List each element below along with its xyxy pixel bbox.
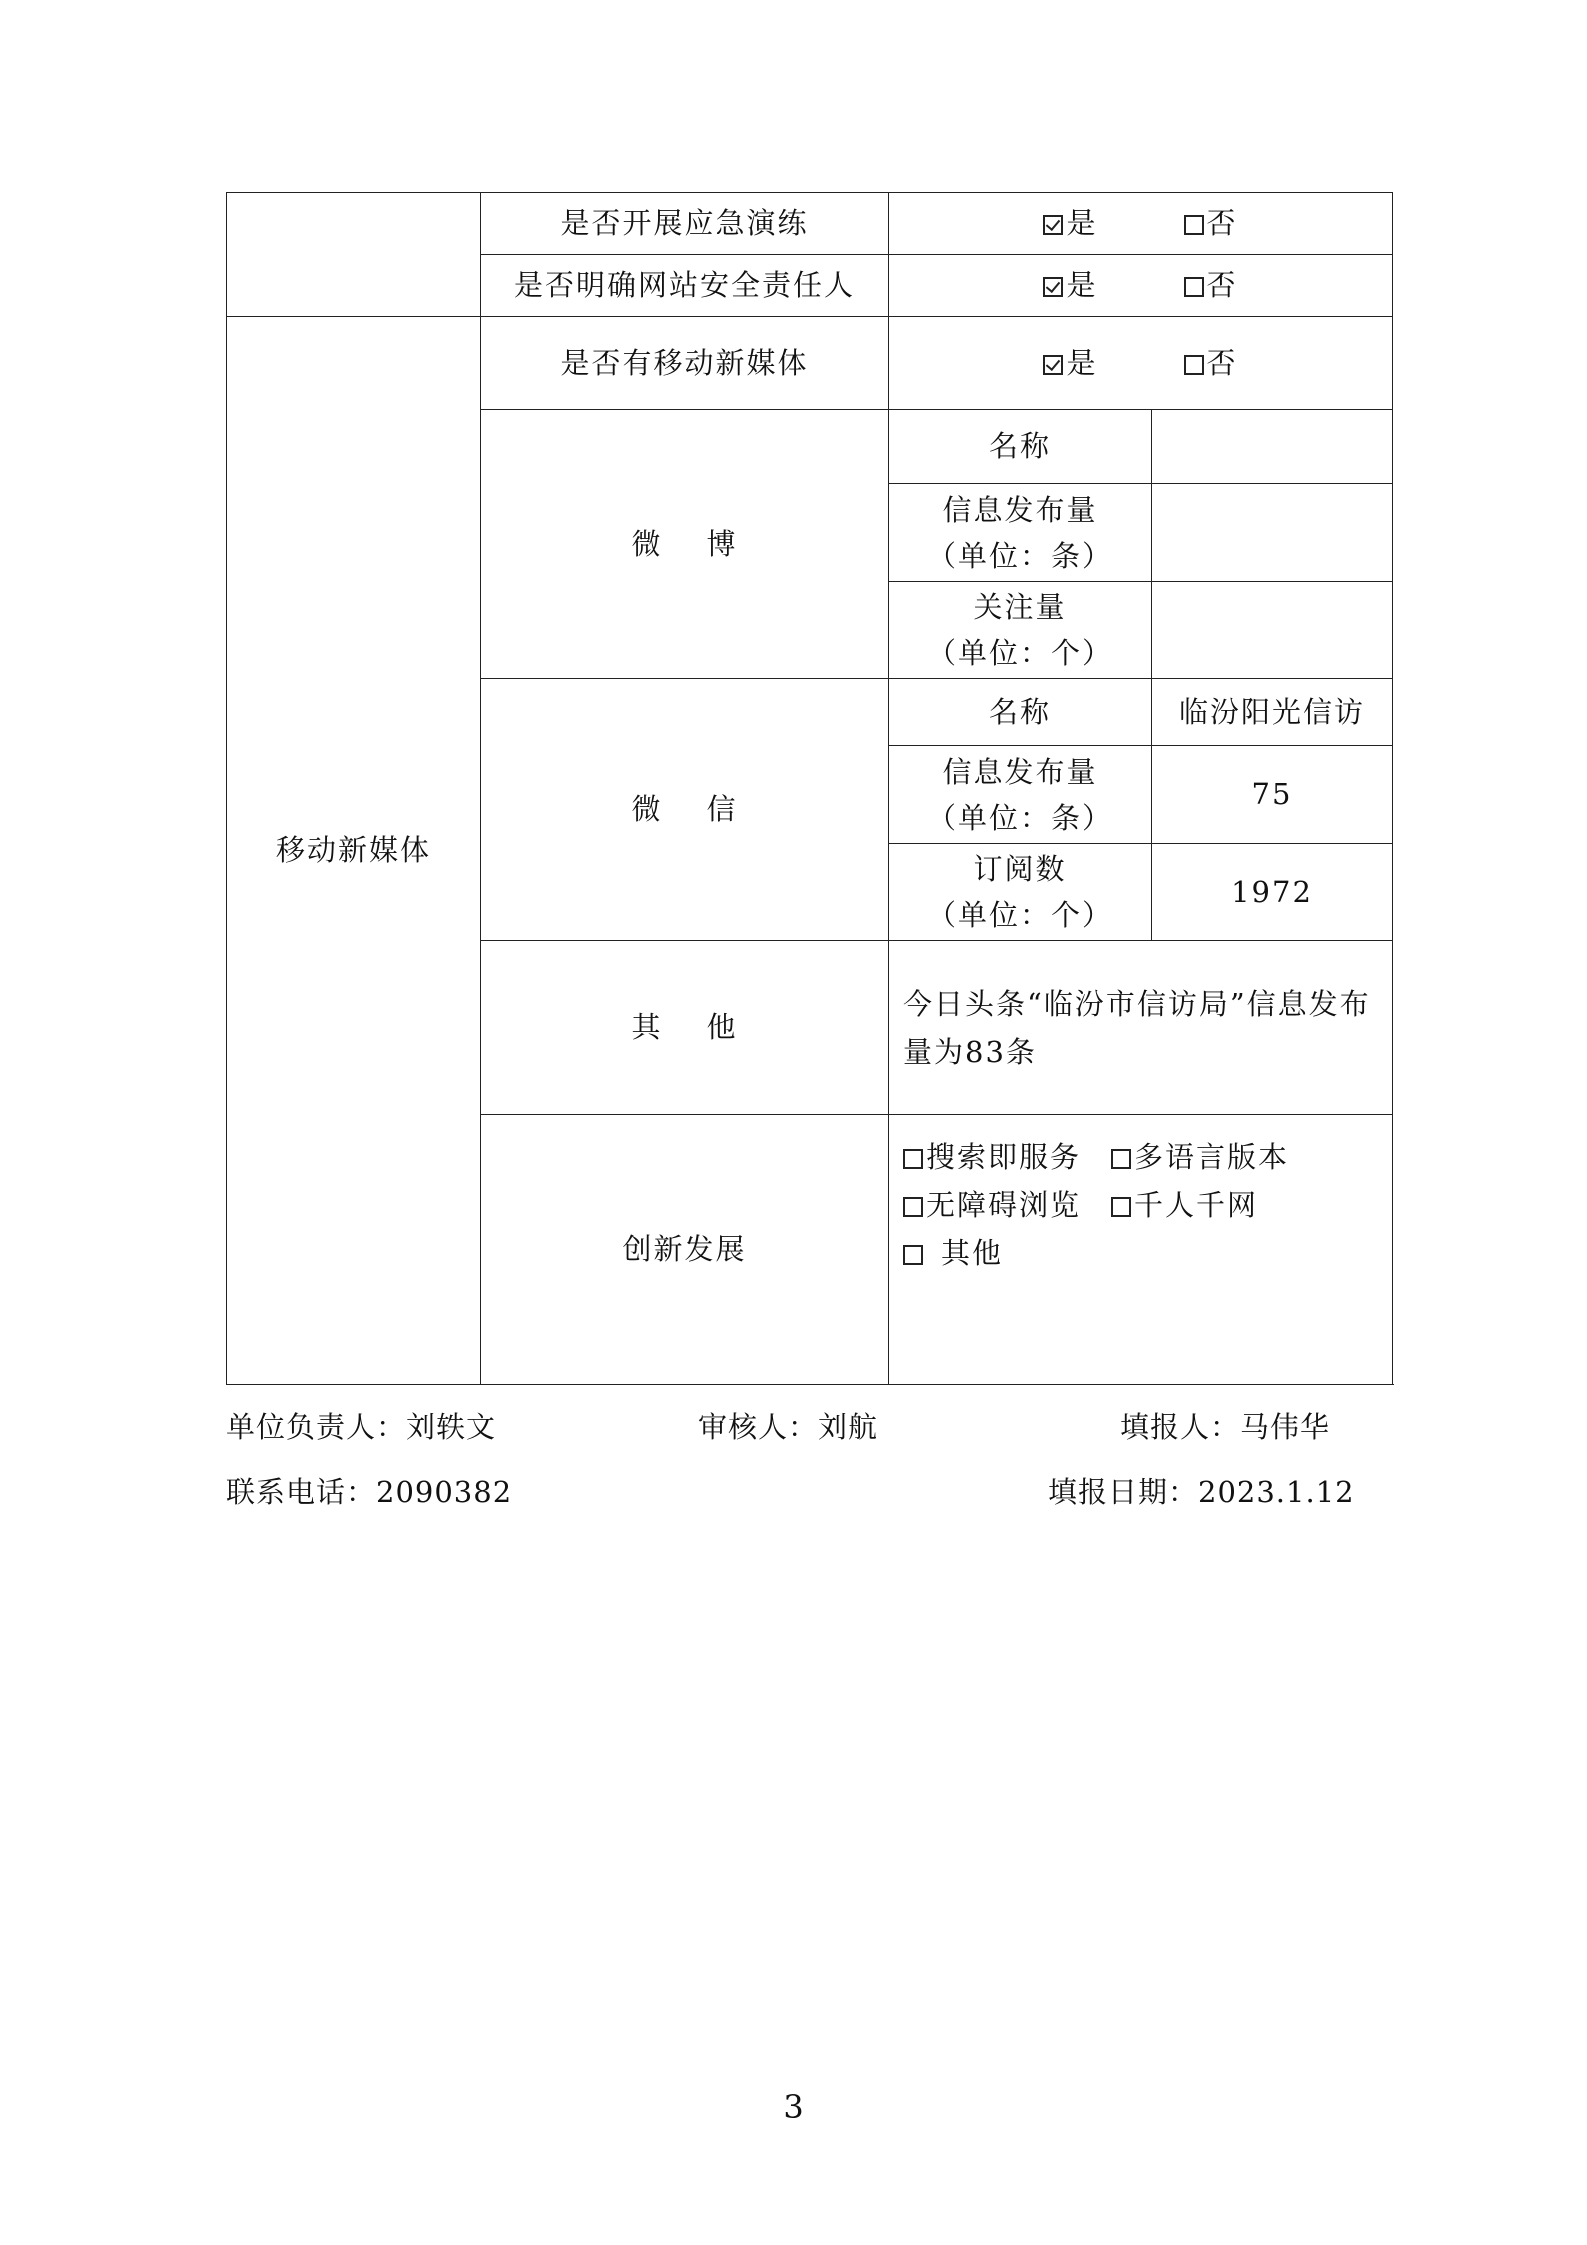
security-owner-no-label: 否	[1206, 268, 1238, 302]
accessible-browsing-label: 无障碍浏览	[926, 1188, 1082, 1222]
security-owner-options	[889, 255, 1393, 317]
weibo-follow-label: 关注量 （单位：个）	[889, 582, 1152, 679]
security-owner-yes-checkbox[interactable]	[1043, 277, 1063, 297]
search-service-checkbox[interactable]	[903, 1149, 923, 1169]
security-owner-label: 是否明确网站安全责任人	[481, 255, 889, 317]
security-owner-no-checkbox[interactable]	[1184, 277, 1204, 297]
drill-yes-label: 是	[1066, 206, 1098, 240]
weibo-posts-value	[1152, 484, 1393, 582]
drill-no-label: 否	[1206, 206, 1238, 240]
wechat-label: 微 信	[481, 679, 889, 941]
search-service-label: 搜索即服务	[926, 1140, 1082, 1174]
personalized-checkbox[interactable]	[1111, 1197, 1131, 1217]
other-media-label: 其 他	[481, 941, 889, 1115]
drill-options	[889, 193, 1393, 255]
multi-language-checkbox[interactable]	[1111, 1149, 1131, 1169]
has-mobile-options	[889, 317, 1393, 410]
wechat-subs-label: 订阅数 （单位：个）	[889, 844, 1152, 941]
weibo-name-value	[1152, 410, 1393, 484]
empty-section-cell	[227, 193, 481, 317]
accessible-browsing-checkbox[interactable]	[903, 1197, 923, 1217]
innovation-section-label: 创新发展	[481, 1115, 889, 1385]
personalized-label: 千人千网	[1134, 1188, 1259, 1222]
wechat-name-value: 临汾阳光信访	[1152, 679, 1393, 746]
wechat-name-label: 名称	[889, 679, 1152, 746]
mobile-section-label: 移动新媒体	[227, 317, 481, 1385]
fill-date: 填报日期：2023.1.12	[1048, 1475, 1355, 1509]
unit-head: 单位负责人：刘轶文	[226, 1410, 497, 1444]
multi-language-label: 多语言版本	[1134, 1140, 1290, 1174]
has-mobile-yes-label: 是	[1066, 345, 1098, 380]
wechat-posts-value: 75	[1152, 746, 1393, 844]
innovation-other-checkbox[interactable]	[903, 1245, 923, 1265]
drill-yes-checkbox[interactable]	[1043, 215, 1063, 235]
weibo-name-label: 名称	[889, 410, 1152, 484]
has-mobile-yes-checkbox[interactable]	[1043, 355, 1063, 375]
has-mobile-no-checkbox[interactable]	[1184, 355, 1204, 375]
wechat-posts-label: 信息发布量 （单位：条）	[889, 746, 1152, 844]
filler: 填报人：马伟华	[1120, 1410, 1331, 1444]
weibo-posts-label: 信息发布量 （单位：条）	[889, 484, 1152, 582]
drill-no-checkbox[interactable]	[1184, 215, 1204, 235]
drill-label: 是否开展应急演练	[481, 193, 889, 255]
security-owner-yes-label: 是	[1066, 268, 1098, 302]
reviewer: 审核人：刘航	[698, 1410, 879, 1444]
weibo-label: 微 博	[481, 410, 889, 679]
has-mobile-label: 是否有移动新媒体	[481, 317, 889, 410]
other-media-text: 今日头条“临汾市信访局”信息发布量为83条	[889, 941, 1393, 1115]
weibo-follow-value	[1152, 582, 1393, 679]
has-mobile-no-label: 否	[1206, 345, 1238, 380]
report-table	[226, 192, 1393, 1385]
innovation-other-label: 其他	[941, 1236, 1004, 1270]
page-number: 3	[783, 2088, 804, 2126]
contact-phone: 联系电话：2090382	[226, 1475, 513, 1509]
innovation-options	[889, 1115, 1393, 1385]
wechat-subs-value: 1972	[1152, 844, 1393, 941]
